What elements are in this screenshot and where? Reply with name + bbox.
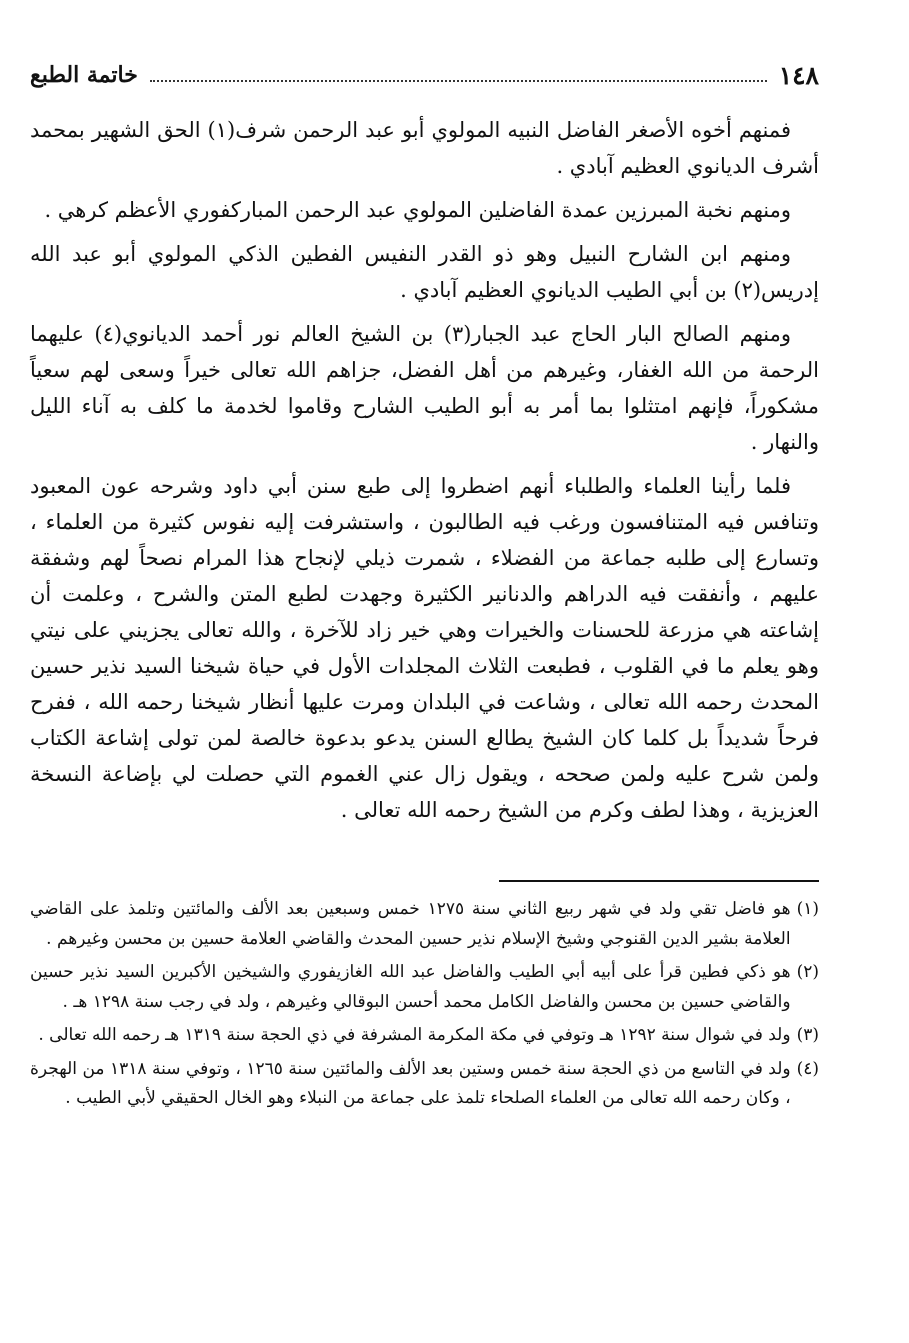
page-header: [30, 58, 819, 92]
paragraph: ومنهم نخبة المبرزين عمدة الفاضلين المولوي عبد الرحمن المباركفوري الأعظم كرهي .: [44, 198, 791, 222]
footnote-text: هو ذكي فطين قرأ على أبيه أبي الطيب والفاضل عبد الله الغازيفوري والشيخين الأكبرين السيد نذير حسين والقاضي حسين بن محسن والفاضل الكامل محمد أحسن البوقالي وغيرهم ، ولد في رجب سنة ١٢٩٨ هـ .: [30, 962, 791, 1012]
footnote-number: (٤): [796, 1058, 819, 1079]
running-title: خاتمة الطبع: [30, 62, 138, 88]
dotted-leader: [150, 80, 767, 82]
footnote: [30, 958, 819, 1017]
footnote: [30, 1021, 819, 1051]
main-text: [30, 112, 819, 828]
paragraph: فلما رأينا العلماء والطلباء أنهم اضطروا إلى طبع سنن أبي داود وشرحه عون المعبود وتنافس فيه المتنافسون ورغب فيه الطالبون ، واستشرفت إليه نفوس كثيرة من العلماء ، وتسارع إلى طلبه جماعة من الفضلاء ، شمرت ذيلي لإنجاح هذا المرام نصحاً لهم وشفقة عليهم ، وأنفقت فيه الدراهم والدنانير الكثيرة وجهدت لطبع المتن والشرح ، وعلمت أن إشاعته هي مزرعة للحسنات والخيرات وهي خير زاد للآخرة ، والله تعالى يجزيني على نيتي وهو يعلم ما في القلوب ، فطبعت الثلاث المجلدات الأول في حياة شيخنا السيد نذير حسين المحدث رحمه الله تعالى ، وشاعت في البلدان ومرت عليها أنظار شيخنا رحمه الله ، ففرح فرحاً شديداً بل كلما كان الشيخ يطالع السنن يدعو بدعوة خالصة لمن تولى إشاعة الكتاب ولمن شرح عليه ولمن صححه ، ويقول زال عني الغموم التي حصلت لي بإضاعة النسخة العزيزية ، وهذا لطف وكرم من الشيخ رحمه الله تعالى .: [30, 474, 819, 822]
footnote-text: هو فاضل تقي ولد في شهر ربيع الثاني سنة ١٢٧٥ خمس وسبعين بعد الألف والمائتين وتلمذ على القاضي العلامة بشير الدين القنوجي وشيخ الإسلام نذير حسين المحدث والقاضي العلامة حسين بن محسن وغيرهم .: [30, 899, 791, 949]
paragraph: ومنهم ابن الشارح النبيل وهو ذو القدر النفيس الفطين الذكي المولوي أبو عبد الله إدريس(٢) بن أبي الطيب الديانوي العظيم آبادي .: [30, 242, 819, 302]
paragraph: فمنهم أخوه الأصغر الفاضل النبيه المولوي أبو عبد الرحمن شرف(١) الحق الشهير بمحمد أشرف الديانوي العظيم آبادي .: [30, 118, 819, 178]
footnotes: [30, 895, 819, 1118]
paragraph: ومنهم الصالح البار الحاج عبد الجبار(٣) بن الشيخ العالم نور أحمد الديانوي(٤) عليهما الرحمة من الله الغفار، وغيرهم من أهل الفضل، جزاهم الله تعالى خيراً وسعى لهم سعياً مشكوراً، فإنهم امتثلوا بما أمر به أبو الطيب الشارح وقاموا لخدمة ما كلف به آناء الليل والنهار .: [30, 322, 819, 454]
footnote-number: (٣): [796, 1025, 819, 1045]
footnote-text: ولد في التاسع من ذي الحجة سنة خمس وستين بعد الألف والمائتين سنة ١٢٦٥ ، وتوفي سنة ١٣١٨ من الهجرة ، وكان رحمه الله تعالى من العلماء الصلحاء تلمذ على جماعة من النبلاء وهو الخال الحقيقي لأبي الطيب .: [30, 1058, 791, 1108]
footnote: [30, 1055, 819, 1114]
page-number: ١٤٨: [778, 60, 819, 90]
footnote-text: ولد في شوال سنة ١٢٩٢ هـ وتوفي في مكة المكرمة المشرفة في ذي الحجة سنة ١٣١٩ هـ رحمه الله تعالى .: [38, 1025, 791, 1045]
footnote-number: (١): [796, 899, 819, 919]
footnote-separator: [499, 880, 819, 882]
footnote: [30, 895, 819, 954]
footnote-number: (٢): [796, 962, 819, 982]
